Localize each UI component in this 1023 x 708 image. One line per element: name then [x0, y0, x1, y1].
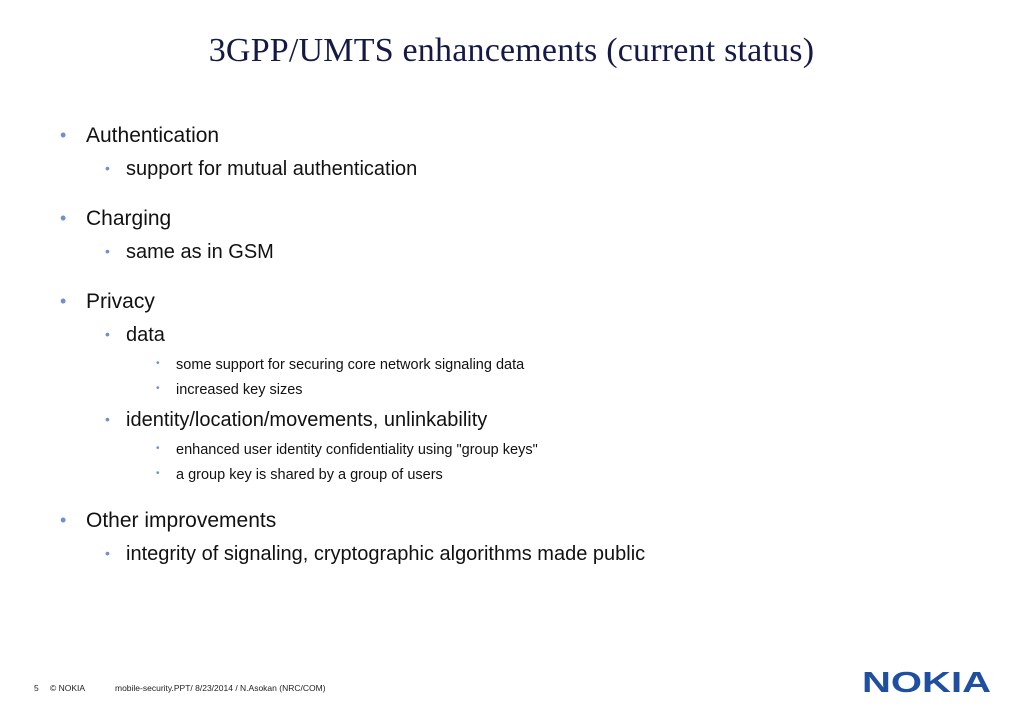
bullet-marker: •	[105, 545, 110, 561]
bullet-text: Other improvements	[86, 509, 277, 532]
bullet-authentication	[60, 124, 220, 148]
bullet-text: integrity of signaling, cryptographic algorithms made public	[126, 543, 646, 565]
bullet-text: some support for securing core network signaling data	[176, 357, 525, 373]
slide-title: 3GPP/UMTS enhancements (current status)	[208, 32, 815, 69]
bullet-text: enhanced user identity confidentiality using "group keys"	[176, 442, 538, 458]
bullet-other-improvements	[60, 509, 277, 533]
bullet-marker: •	[60, 510, 67, 530]
bullet-shared-group-key	[156, 467, 443, 483]
bullet-marker: •	[156, 468, 160, 479]
slide-footer	[0, 683, 700, 697]
bullet-text: support for mutual authentication	[126, 158, 418, 180]
bullet-marker: •	[105, 411, 110, 427]
bullet-marker: •	[156, 358, 160, 369]
bullet-text: a group key is shared by a group of users	[176, 467, 443, 483]
bullet-same-as-gsm	[105, 241, 274, 264]
bullet-text: data	[126, 324, 165, 346]
bullet-text: Privacy	[86, 290, 155, 313]
bullet-marker: •	[156, 383, 160, 394]
nokia-logo-text: NOKIA	[862, 667, 992, 695]
copyright-text: © NOKIA	[50, 683, 86, 693]
footer-source: mobile-security.PPT/ 8/23/2014 / N.Asokan (NRC/COM)	[115, 683, 326, 693]
bullet-integrity-signaling	[105, 543, 646, 566]
bullet-text: Charging	[86, 207, 172, 230]
bullet-text: identity/location/movements, unlinkability	[126, 409, 488, 431]
bullet-text: same as in GSM	[126, 241, 274, 263]
bullet-marker: •	[60, 208, 67, 228]
bullet-text: increased key sizes	[176, 382, 303, 398]
bullet-marker: •	[60, 291, 67, 311]
bullet-data	[105, 324, 165, 347]
bullet-key-sizes	[156, 382, 303, 398]
bullet-marker: •	[105, 326, 110, 342]
page-number: 5	[34, 683, 39, 693]
bullet-mutual-authentication	[105, 158, 418, 181]
nokia-logo	[862, 667, 992, 695]
bullet-group-keys	[156, 442, 538, 458]
bullet-marker: •	[60, 125, 67, 145]
bullet-text: Authentication	[86, 124, 220, 147]
bullet-marker: •	[156, 443, 160, 454]
bullet-charging	[60, 207, 172, 231]
bullet-privacy	[60, 290, 155, 314]
bullet-identity-location	[105, 409, 488, 432]
bullet-core-network-signaling	[156, 357, 525, 373]
bullet-marker: •	[105, 243, 110, 259]
bullet-marker: •	[105, 160, 110, 176]
